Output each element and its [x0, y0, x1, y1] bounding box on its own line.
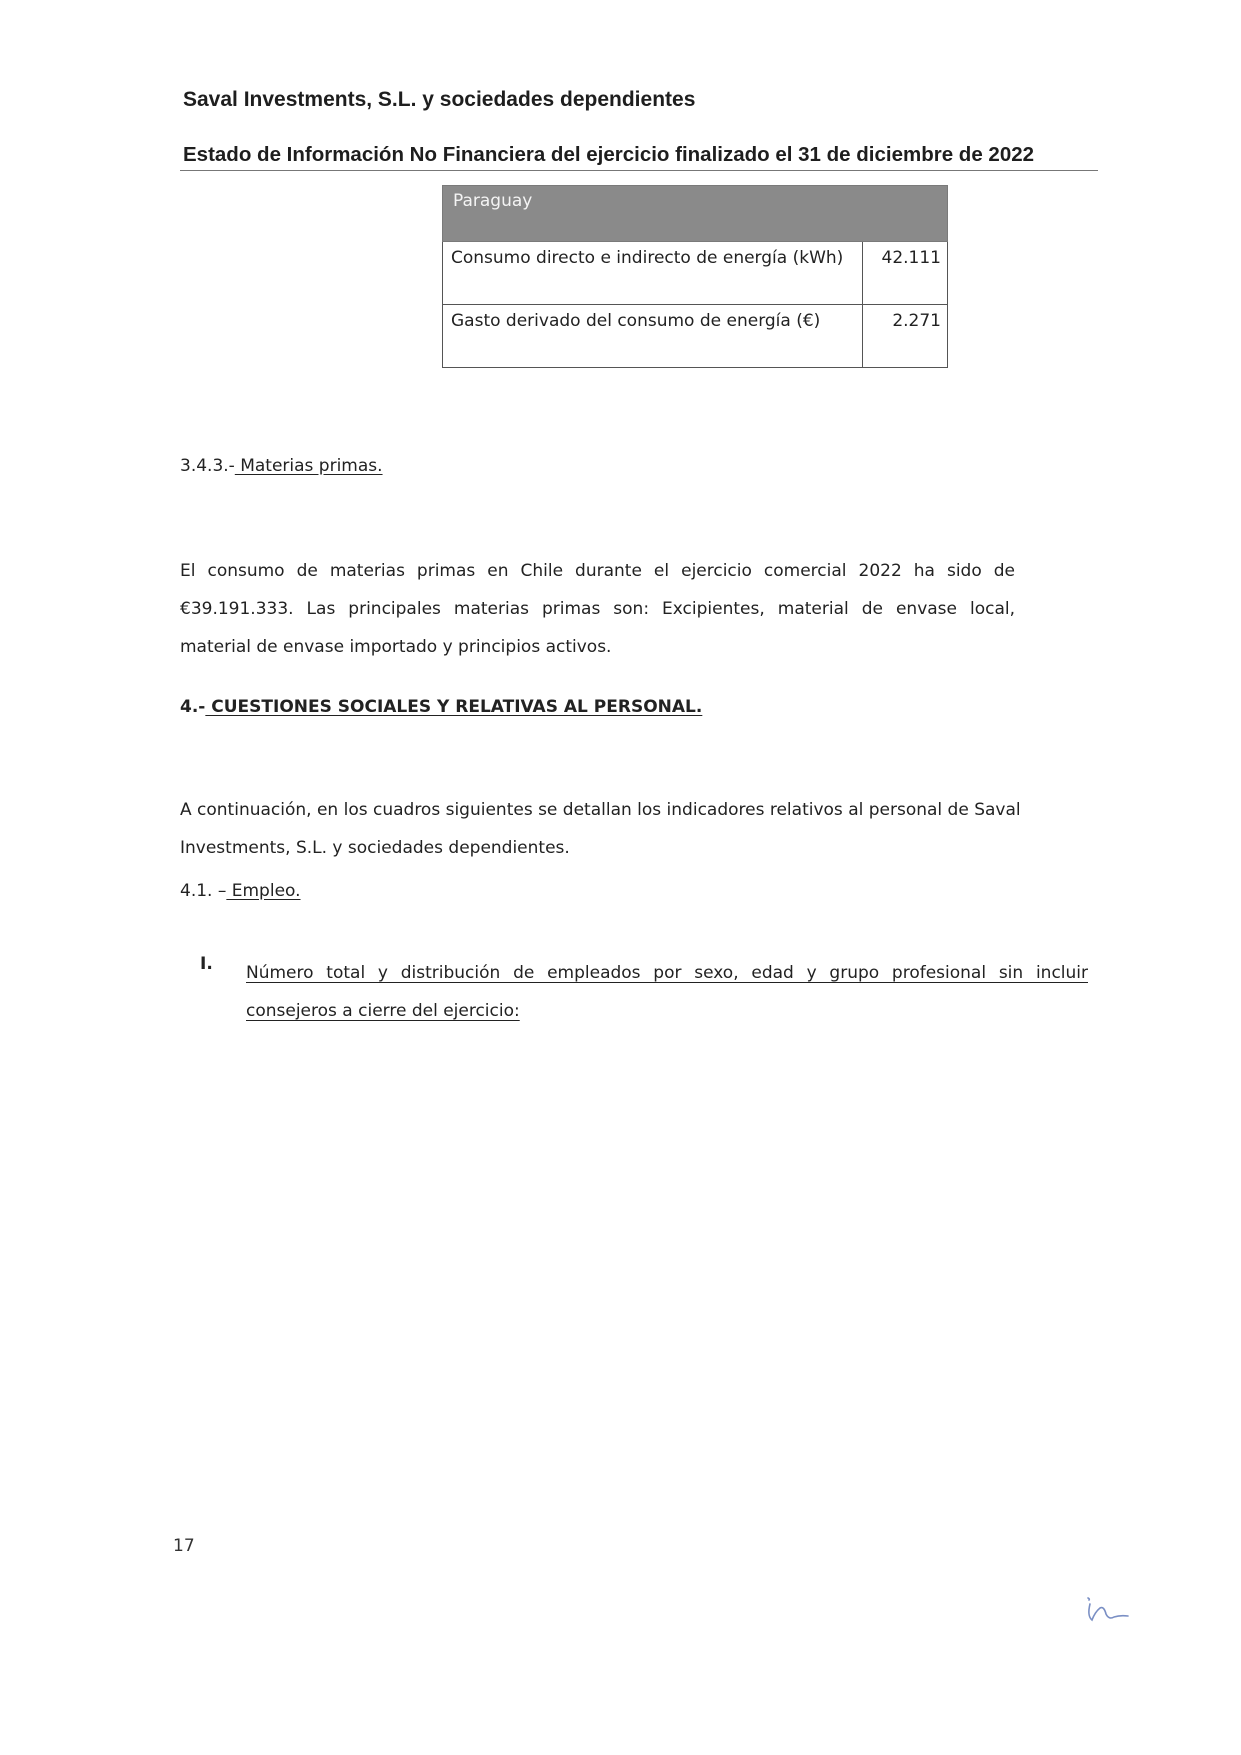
energy-table-country: Paraguay: [443, 186, 948, 242]
section-343-heading: [180, 456, 383, 476]
table-row: [443, 242, 948, 305]
section-41-heading: [180, 881, 301, 901]
energy-row-label: Gasto derivado del consumo de energía (€): [443, 305, 863, 368]
report-title: Estado de Información No Financiera del ejercicio finalizado el 31 de diciembre de 2022: [183, 143, 1035, 166]
energy-table-header-row: [443, 186, 948, 242]
section-4-heading: [180, 697, 702, 717]
signature-initial-icon: [1082, 1594, 1132, 1628]
table-row: [443, 305, 948, 368]
section-4-number: 4.-: [180, 697, 206, 717]
section-41-title: Empleo.: [226, 881, 301, 901]
energy-row-label: Consumo directo e indirecto de energía (kWh): [443, 242, 863, 305]
energy-table: [442, 185, 948, 368]
raw-materials-paragraph: El consumo de materias primas en Chile durante el ejercicio comercial 2022 ha sido de €39.191.333. Las principales materias primas son: Excipientes, material de envase local, material de envase importado y principios activos.: [180, 561, 1015, 657]
company-header: Saval Investments, S.L. y sociedades dependientes: [183, 88, 696, 111]
item-1-text: Número total y distribución de empleados por sexo, edad y grupo profesional sin incluir consejeros a cierre del ejercicio:: [246, 963, 1088, 1021]
section-343-number: 3.4.3.-: [180, 456, 235, 476]
section-343-title: Materias primas.: [234, 456, 383, 476]
item-1-numeral: I.: [200, 954, 213, 974]
energy-row-value: 2.271: [863, 305, 948, 368]
personnel-paragraph: A continuación, en los cuadros siguientes se detallan los indicadores relativos al personal de Saval Investments, S.L. y sociedades dependientes.: [180, 800, 1021, 858]
energy-row-value: 42.111: [863, 242, 948, 305]
section-41-number: 4.1. –: [180, 881, 227, 901]
section-4-title: CUESTIONES SOCIALES Y RELATIVAS AL PERSONAL.: [205, 697, 703, 717]
header-divider: [180, 170, 1098, 171]
page-number: 17: [173, 1536, 195, 1556]
